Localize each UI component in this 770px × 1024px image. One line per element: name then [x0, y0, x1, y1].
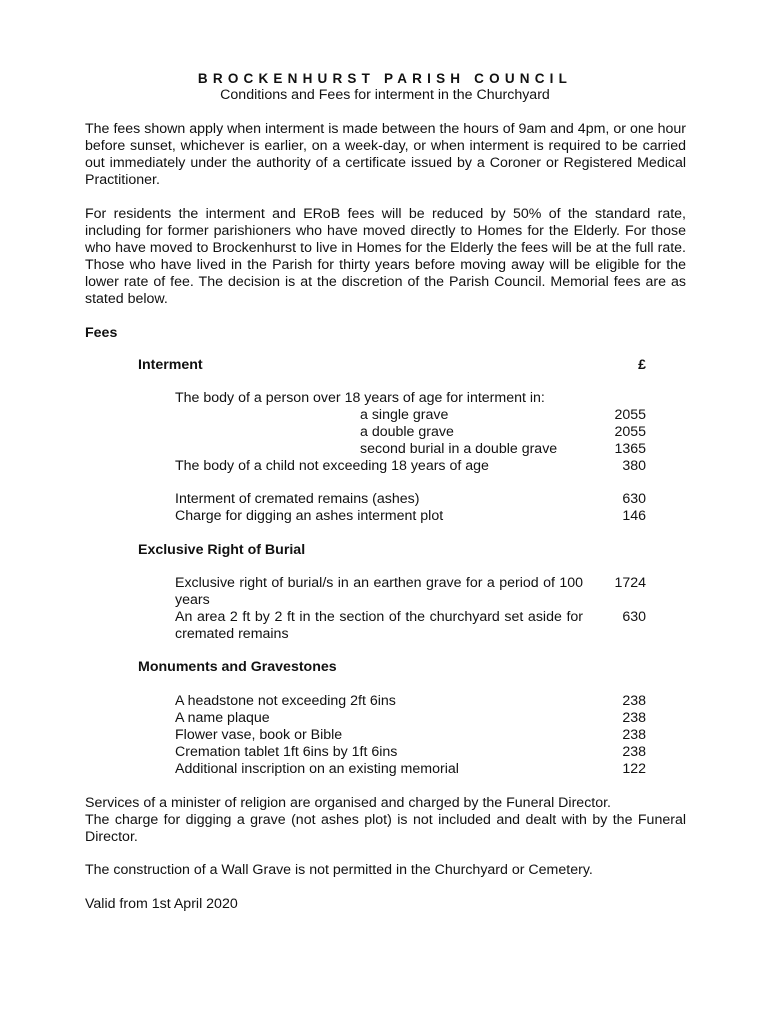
cremated-remains-fee: 630 [622, 491, 646, 507]
single-grave-label: a single grave [360, 407, 449, 423]
cremation-tablet-fee: 238 [622, 744, 646, 760]
flower-vase-label: Flower vase, book or Bible [175, 727, 343, 743]
second-burial-label: second burial in a double grave [360, 441, 558, 457]
ashes-digging-label: Charge for digging an ashes interment plot [175, 508, 444, 524]
single-grave-fee: 2055 [614, 407, 646, 423]
headstone-fee: 238 [622, 693, 646, 709]
adult-interment-intro: The body of a person over 18 years of age for interment in: [175, 390, 545, 406]
name-plaque-fee: 238 [622, 710, 646, 726]
exclusive-right-heading: Exclusive Right of Burial [138, 542, 306, 558]
interment-heading: Interment [138, 357, 203, 373]
earthen-grave-label: Exclusive right of burial/s in an earthen grave for a period of 100 years [175, 575, 583, 608]
double-grave-label: a double grave [360, 424, 454, 440]
headstone-label: A headstone not exceeding 2ft 6ins [175, 693, 396, 709]
flower-vase-fee: 238 [622, 727, 646, 743]
additional-inscription-label: Additional inscription on an existing memorial [175, 761, 459, 777]
name-plaque-label: A name plaque [175, 710, 270, 726]
ashes-area-label: An area 2 ft by 2 ft in the section of the churchyard set aside for cremated remains [175, 609, 583, 642]
child-interment-label: The body of a child not exceeding 18 years of age [175, 458, 489, 474]
double-grave-fee: 2055 [614, 424, 646, 440]
minister-services-note: Services of a minister of religion are organised and charged by the Funeral Director. [85, 795, 611, 811]
additional-inscription-fee: 122 [622, 761, 646, 777]
wall-grave-note: The construction of a Wall Grave is not permitted in the Churchyard or Cemetery. [85, 862, 593, 878]
grave-digging-note: The charge for digging a grave (not ashes plot) is not included and dealt with by the Funeral Director. [85, 812, 686, 845]
child-interment-fee: 380 [622, 458, 646, 474]
document-title: BROCKENHURST PARISH COUNCIL [197, 71, 573, 86]
intro-paragraph-residents: For residents the interment and ERoB fees will be reduced by 50% of the standard rate, including for former parishioners who have moved directly to Homes for the Elderly. For those who have moved to Brockenhurst to live in Homes for the Elderly the fees will be at the full rate. Those who have lived in the Parish for thirty years before moving away will be eligible for the lower rate of fee. The decision is at the discretion of the Parish Council. Memorial fees are as stated below. [85, 206, 686, 307]
fees-heading: Fees [85, 325, 118, 341]
second-burial-fee: 1365 [614, 441, 646, 457]
currency-symbol: £ [638, 357, 646, 373]
earthen-grave-fee: 1724 [614, 575, 646, 591]
document-subtitle: Conditions and Fees for interment in the Churchyard [220, 87, 550, 103]
intro-paragraph-hours: The fees shown apply when interment is made between the hours of 9am and 4pm, or one hour before sunset, whichever is earlier, on a week-day, or when interment is required to be carried out immediately under the authority of a certificate issued by a Coroner or Registered Medical Practitioner. [85, 121, 686, 188]
valid-from-date: Valid from 1st April 2020 [85, 896, 238, 912]
cremation-tablet-label: Cremation tablet 1ft 6ins by 1ft 6ins [175, 744, 398, 760]
ashes-area-fee: 630 [622, 609, 646, 625]
cremated-remains-label: Interment of cremated remains (ashes) [175, 491, 420, 507]
monuments-heading: Monuments and Gravestones [138, 659, 337, 675]
ashes-digging-fee: 146 [622, 508, 646, 524]
